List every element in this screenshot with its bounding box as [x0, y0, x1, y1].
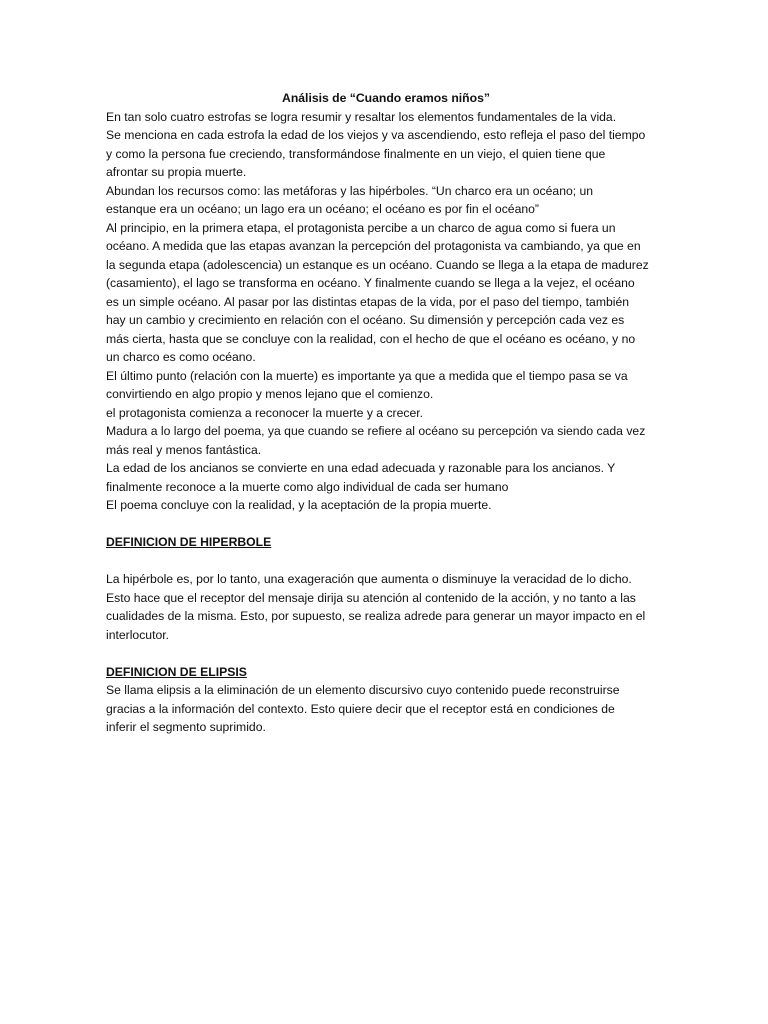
document-page	[106, 89, 666, 737]
elipsis-line: Se llama elipsis a la eliminación de un elemento discursivo cuyo contenido puede reconstruirse	[106, 683, 620, 697]
elipsis-section	[106, 663, 666, 737]
analysis-line: más cierta, hasta que se concluye con la realidad, con el hecho de que el océano es océano, y no	[106, 331, 636, 346]
analysis-line: Al principio, en la primera etapa, el protagonista percibe a un charco de agua como si fuera un	[106, 220, 616, 235]
hiperbole-line: La hipérbole es, por lo tanto, una exageración que aumenta o disminuye la veracidad de lo dicho.	[106, 572, 632, 586]
elipsis-line: inferir el segmento suprimido.	[106, 720, 266, 734]
analysis-line: finalmente reconoce a la muerte como algo individual de cada ser humano	[106, 479, 509, 494]
analysis-line: En tan solo cuatro estrofas se logra resumir y resaltar los elementos fundamentales de la vida.	[106, 109, 617, 124]
hiperbole-line: cualidades de la misma. Esto, por supuesto, se realiza adrede para generar un mayor impacto en el	[106, 609, 646, 623]
section-spacer	[106, 644, 666, 663]
hiperbole-section	[106, 533, 666, 644]
analysis-line: el protagonista comienza a reconocer la muerte y a crecer.	[106, 405, 424, 420]
analysis-line: océano. A medida que las etapas avanzan la percepción del protagonista va cambiando, ya que en	[106, 239, 641, 253]
section-spacer	[106, 515, 666, 534]
analysis-line: afrontar su propia muerte.	[106, 165, 247, 179]
analysis-line: la segunda etapa (adolescencia) un estanque es un océano. Cuando se llega a la etapa de madurez	[106, 257, 649, 272]
hiperbole-line: interlocutor.	[106, 627, 170, 642]
analysis-line: El poema concluye con la realidad, y la aceptación de la propia muerte.	[106, 498, 492, 512]
analysis-line: La edad de los ancianos se convierte en una edad adecuada y razonable para los ancianos. Y	[106, 461, 616, 475]
analysis-line: un charco es como océano.	[106, 350, 256, 364]
elipsis-line: gracias a la información del contexto. Esto quiere decir que el receptor está en condiciones de	[106, 701, 615, 716]
section-spacer	[106, 552, 666, 571]
hiperbole-heading: DEFINICION DE HIPERBOLE	[106, 535, 272, 549]
analysis-line: estanque era un océano; un lago era un océano; el océano es por fin el océano”	[106, 202, 539, 216]
analysis-line: Abundan los recursos como: las metáforas y las hipérboles. “Un charco era un océano; un	[106, 183, 594, 198]
analysis-line: El último punto (relación con la muerte) es importante ya que a medida que el tiempo pasa se va	[106, 368, 628, 383]
elipsis-heading: DEFINICION DE ELIPSIS	[106, 664, 247, 679]
analysis-line: más real y menos fantástica.	[106, 442, 262, 457]
hiperbole-line: Esto hace que el receptor del mensaje dirija su atención al contenido de la acción, y no tanto a las	[106, 590, 636, 605]
document-title: Análisis de “Cuando eramos niños”	[282, 91, 490, 105]
analysis-section	[106, 108, 666, 515]
analysis-line: convirtiendo en algo propio y menos lejano que el comienzo.	[106, 387, 434, 401]
analysis-line: (casamiento), el lago se transforma en océano. Y finalmente cuando se llega a la vejez, el océano	[106, 276, 635, 290]
analysis-line: y como la persona fue creciendo, transformándose finalmente en un viejo, el quien tiene que	[106, 146, 606, 161]
analysis-line: hay un cambio y crecimiento en relación con el océano. Su dimensión y percepción cada vez es	[106, 313, 625, 327]
analysis-line: es un simple océano. Al pasar por las distintas etapas de la vida, por el paso del tiempo, también	[106, 294, 630, 309]
analysis-line: Madura a lo largo del poema, ya que cuando se refiere al océano su percepción va siendo cada vez	[106, 424, 646, 438]
analysis-line: Se menciona en cada estrofa la edad de los viejos y va ascendiendo, esto refleja el paso del tiempo	[106, 128, 646, 142]
